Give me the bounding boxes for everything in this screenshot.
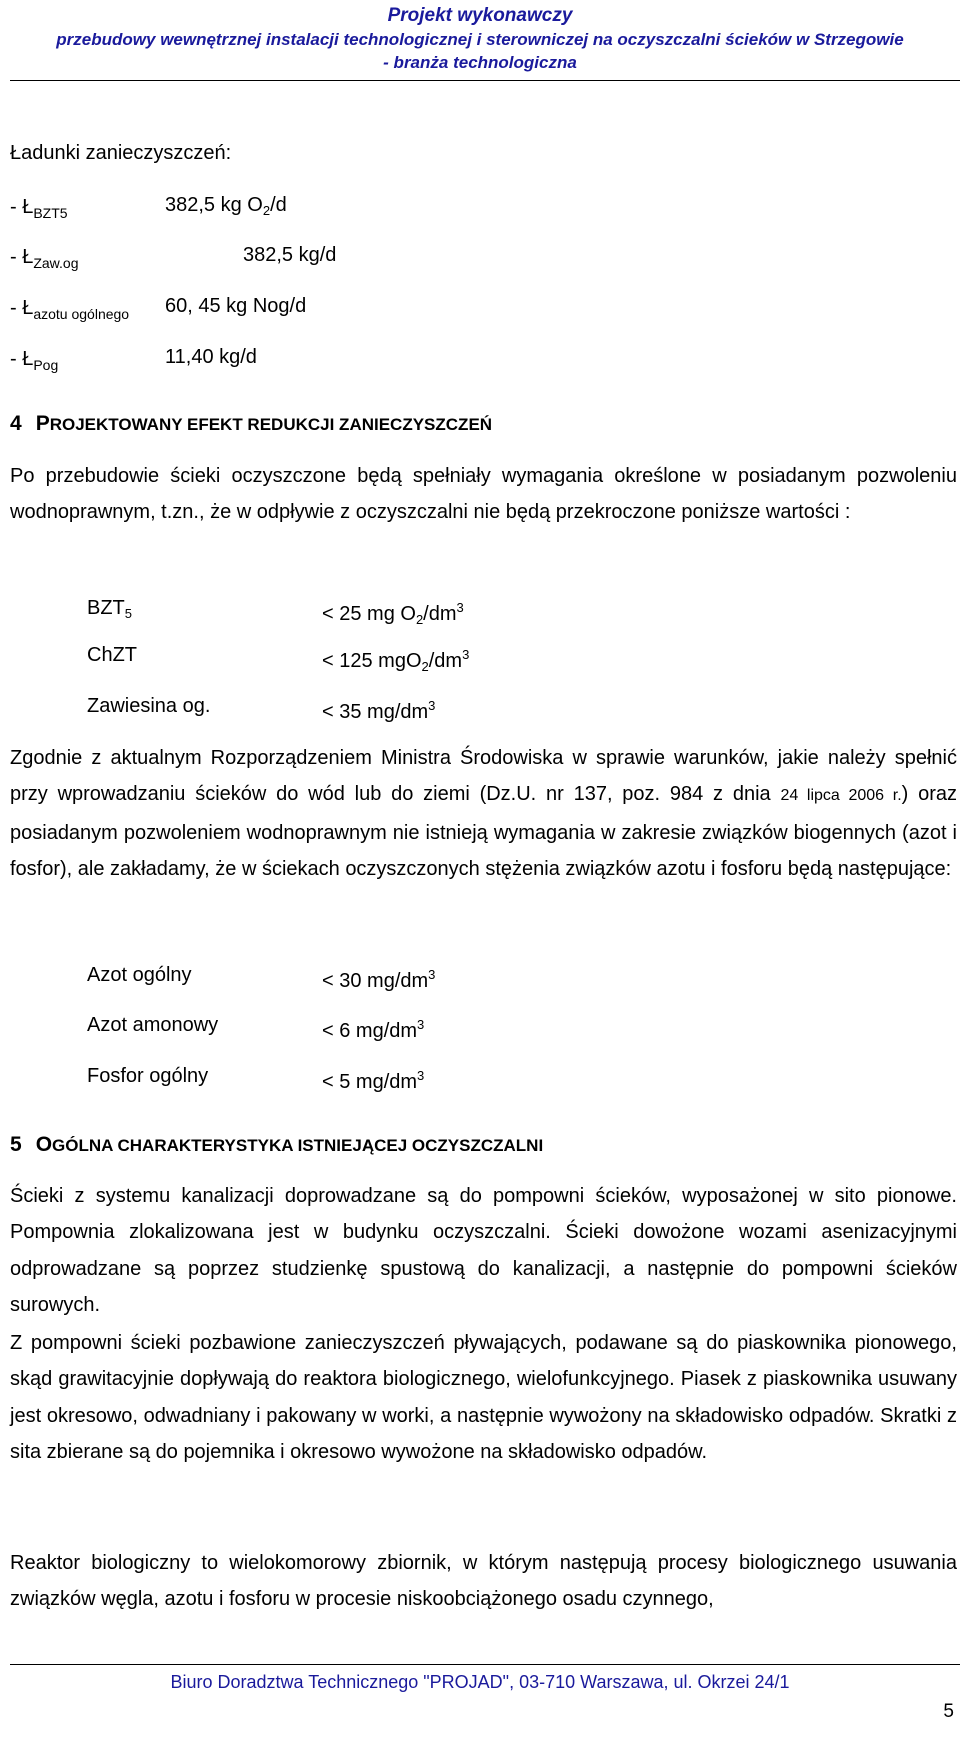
load-value: 382,5 kg $O_2/d$ (165, 194, 287, 218)
nutrient-value: < 6 $mg/dm^3$ (322, 1017, 425, 1042)
header-subtitle: przebudowy wewnętrznej instalacji technologicznej i sterowniczej na oczyszczalni ścieków w Strzegowie (56, 30, 904, 49)
limit-name: ChZT (87, 644, 137, 666)
header-divider (10, 80, 960, 81)
loads-heading: Ładunki zanieczyszczeń: (10, 142, 232, 164)
load-value: 382,5 kg/d (243, 244, 337, 266)
section-5-heading: 5 OGÓLNA CHARAKTERYSTYKA ISTNIEJĄCEJ OCZYSZCZALNI (10, 1133, 544, 1156)
section-4-intro: Po przebudowie ścieki oczyszczone będą spełniały wymagania określone w posiadanym pozwoleniu wodnoprawnym, t.zn., że w odpływie z oczyszczalni nie będą przekroczone poniższe wartości : (10, 465, 957, 524)
page-number: 5 (943, 1701, 954, 1722)
section-5-paragraph: Ścieki z systemu kanalizacji doprowadzane są do pompowni ścieków, wyposażonej w sito pionowe. Pompownia zlokalizowana jest w budynku oczyszczalni. Ścieki dowożone wozami asenizacyjnymi odprowadzane są poprzez studzienkę spustową do kanalizacji, a następnie do pompowni ścieków surowych. (10, 1185, 957, 1317)
page-footer: Biuro Doradztwa Technicznego "PROJAD", 03-710 Warszawa, ul. Okrzei 24/1 (170, 1672, 790, 1692)
limit-value: < 35 $mg/dm^3$ (322, 698, 436, 723)
load-value: 60, 45 kg Nog/d (165, 295, 307, 317)
page-header (0, 4, 960, 74)
section-4-heading: 4 PROJEKTOWANY EFEKT REDUKCJI ZANIECZYSZCZEŃ (10, 412, 493, 435)
load-label: - $Ł_{Zaw.og}$ (10, 246, 79, 271)
section-5-paragraph: Z pompowni ścieki pozbawione zanieczyszczeń pływających, podawane są do piaskownika pionowego, skąd grawitacyjnie dopływają do reaktora biologicznego, wielofunkcyjnego. Piasek z piaskownika usuwany jest okresowo, odwadniany i pakowany w worki, a następnie wywożony na składowisko odpadów. Skratki z sita zbierane są do pojemnika i okresowo wywożone na składowisko odpadów. (10, 1332, 957, 1464)
nutrient-value: < 5 $mg/dm^3$ (322, 1068, 425, 1093)
nutrient-value: < 30 $mg/dm^3$ (322, 967, 436, 992)
header-branch: - branża technologiczna (383, 53, 577, 72)
limit-value: < 25 mg $O_2/dm^3$ (322, 600, 464, 627)
nutrient-name: Azot ogólny (87, 964, 192, 986)
load-label: - $Ł_{azotu ogólnego}$ (10, 297, 130, 322)
nutrient-name: Azot amonowy (87, 1014, 219, 1036)
header-title: Projekt wykonawczy (387, 5, 573, 26)
limit-name: $BZT_5$ (87, 597, 133, 621)
limit-name: Zawiesina og. (87, 695, 211, 717)
load-label: - $Ł_{Pog}$ (10, 348, 59, 373)
footer-divider (10, 1664, 960, 1665)
load-label: - $Ł_{BZT5}$ (10, 196, 68, 221)
nutrient-name: Fosfor ogólny (87, 1065, 209, 1087)
section-5-paragraph: Reaktor biologiczny to wielokomorowy zbiornik, w którym następują procesy biologicznego usuwania związków węgla, azotu i fosforu w procesie niskoobciążonego osadu czynnego, (10, 1552, 957, 1611)
regulation-paragraph: Zgodnie z aktualnym Rozporządzeniem Ministra Środowiska w sprawie warunków, jakie należy spełnić przy wprowadzaniu ścieków do wód lub do ziemi (Dz.U. nr 137, poz. 984 z dnia 24 lipca 2006 r.) oraz posiadanym pozwoleniem wodnoprawnym nie istnieją wymagania w zakresie związków biogennych (azot i fosfor), ale zakładamy, że w ściekach oczyszczonych stężenia związków azotu i fosforu będą następujące: (10, 747, 958, 881)
limit-value: < 125 $mgO_2/dm^3$ (322, 647, 470, 674)
load-value: 11,40 kg/d (165, 346, 257, 368)
